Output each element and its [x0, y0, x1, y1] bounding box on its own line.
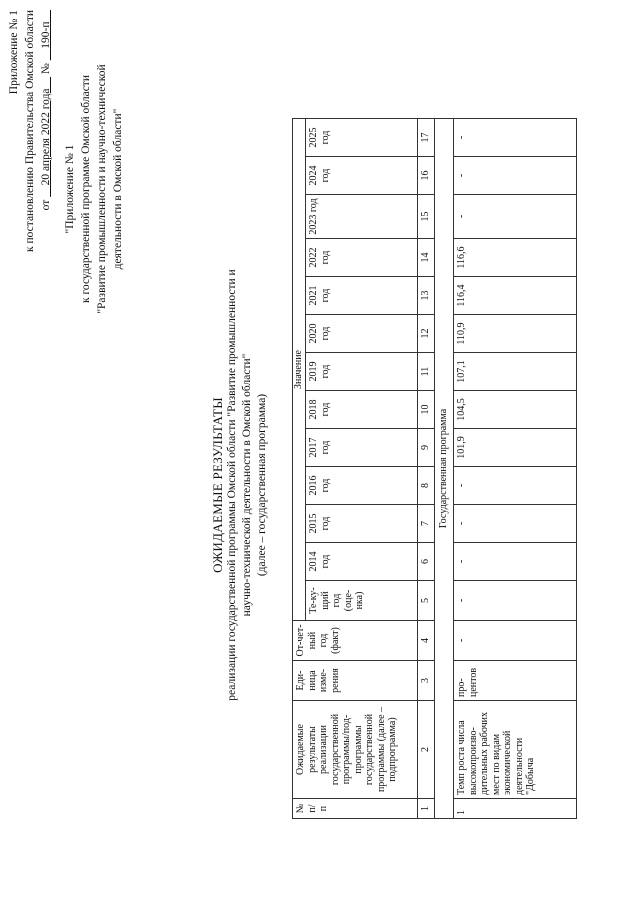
annex-number-label: №: [40, 63, 52, 75]
column-number: 17: [418, 119, 435, 157]
column-number: 12: [418, 315, 435, 353]
program-annex-line-1: "Приложение № 1: [64, 144, 76, 234]
title-line-4: (далее – государственная программа): [256, 393, 268, 577]
annex-date-text: 20 апреля 2022 года: [40, 88, 52, 186]
row-value: 110,9: [454, 315, 577, 353]
row-value: -: [454, 119, 577, 157]
header-unit: Еди-ница изме-рения: [293, 661, 418, 701]
header-year: 2025 год: [306, 119, 418, 157]
title-line-2: реализации государственной программы Омской области "Развитие промышленности и: [226, 269, 238, 701]
annex-line-1: Приложение № 1: [8, 10, 20, 95]
column-number: 4: [418, 621, 435, 661]
header-value: Значение: [293, 119, 306, 621]
title-main: ОЖИДАЕМЫЕ РЕЗУЛЬТАТЫ: [210, 397, 225, 573]
header-row-1: [293, 119, 306, 819]
column-number: 5: [418, 581, 435, 621]
column-number: 14: [418, 239, 435, 277]
row-value: 107,1: [454, 353, 577, 391]
column-number: 8: [418, 467, 435, 505]
header-current-year: Те-ку-щий год (оце-нка): [306, 581, 418, 621]
annex-number-text: 190-п: [40, 21, 52, 49]
column-number: 10: [418, 391, 435, 429]
header-result: Ожидаемые результаты реализации государственной программы/под-программы государственной программы (далее – подпрограмма): [293, 701, 418, 799]
program-annex-header: [62, 24, 126, 354]
document-title: [210, 225, 270, 745]
header-year: 2023 год: [306, 195, 418, 239]
header-year: 2017 год: [306, 429, 418, 467]
column-number: 13: [418, 277, 435, 315]
column-number: 1: [418, 799, 435, 819]
annex-date: [40, 77, 52, 197]
column-number: 15: [418, 195, 435, 239]
header-year: 2021 год: [306, 277, 418, 315]
header-num: № п/п: [293, 799, 418, 819]
row-unit: про-центов: [454, 661, 577, 701]
header-year: 2014 год: [306, 543, 418, 581]
header-year: 2020 год: [306, 315, 418, 353]
annex-line-3: [38, 10, 54, 610]
results-table: [292, 118, 577, 819]
column-number: 3: [418, 661, 435, 701]
column-number: 6: [418, 543, 435, 581]
annex-number: [40, 10, 52, 60]
row-value: -: [454, 543, 577, 581]
title-line-3: научно-технической деятельности в Омской области": [241, 353, 253, 617]
header-year: 2018 год: [306, 391, 418, 429]
header-year: 2022 год: [306, 239, 418, 277]
column-number: 2: [418, 701, 435, 799]
program-annex-line-2: к государственной программе Омской области: [80, 75, 92, 303]
header-year: 2016 год: [306, 467, 418, 505]
column-number: 9: [418, 429, 435, 467]
header-year: 2019 год: [306, 353, 418, 391]
row-num: 1: [454, 799, 577, 819]
row-value: 116,6: [454, 239, 577, 277]
column-numbers-row: [418, 119, 435, 819]
row-value: -: [454, 505, 577, 543]
program-annex-line-3: "Развитие промышленности и научно-технической: [96, 64, 108, 314]
header-year: 2015 год: [306, 505, 418, 543]
row-report: -: [454, 621, 577, 661]
column-number: 16: [418, 157, 435, 195]
program-annex-line-4: деятельности в Омской области": [112, 108, 124, 270]
row-value: -: [454, 195, 577, 239]
section-title: Государственная программа: [435, 119, 454, 819]
table-row: [454, 119, 577, 819]
row-value: 104,5: [454, 391, 577, 429]
annex-date-prefix: от: [40, 199, 52, 211]
section-row: [435, 119, 454, 819]
header-report-year: От-чет-ный год (факт): [293, 621, 418, 661]
row-result: Темп роста числа высокопроизво-дительных рабочих мест по видам экономической деятельности "Добыча: [454, 701, 577, 799]
row-current: -: [454, 581, 577, 621]
row-value: 101,9: [454, 429, 577, 467]
header-year: 2024 год: [306, 157, 418, 195]
row-value: -: [454, 467, 577, 505]
row-value: 116,4: [454, 277, 577, 315]
column-number: 11: [418, 353, 435, 391]
annex-line-2: к постановлению Правительства Омской области: [24, 10, 36, 252]
column-number: 7: [418, 505, 435, 543]
annex-header: [6, 10, 54, 610]
row-value: -: [454, 157, 577, 195]
